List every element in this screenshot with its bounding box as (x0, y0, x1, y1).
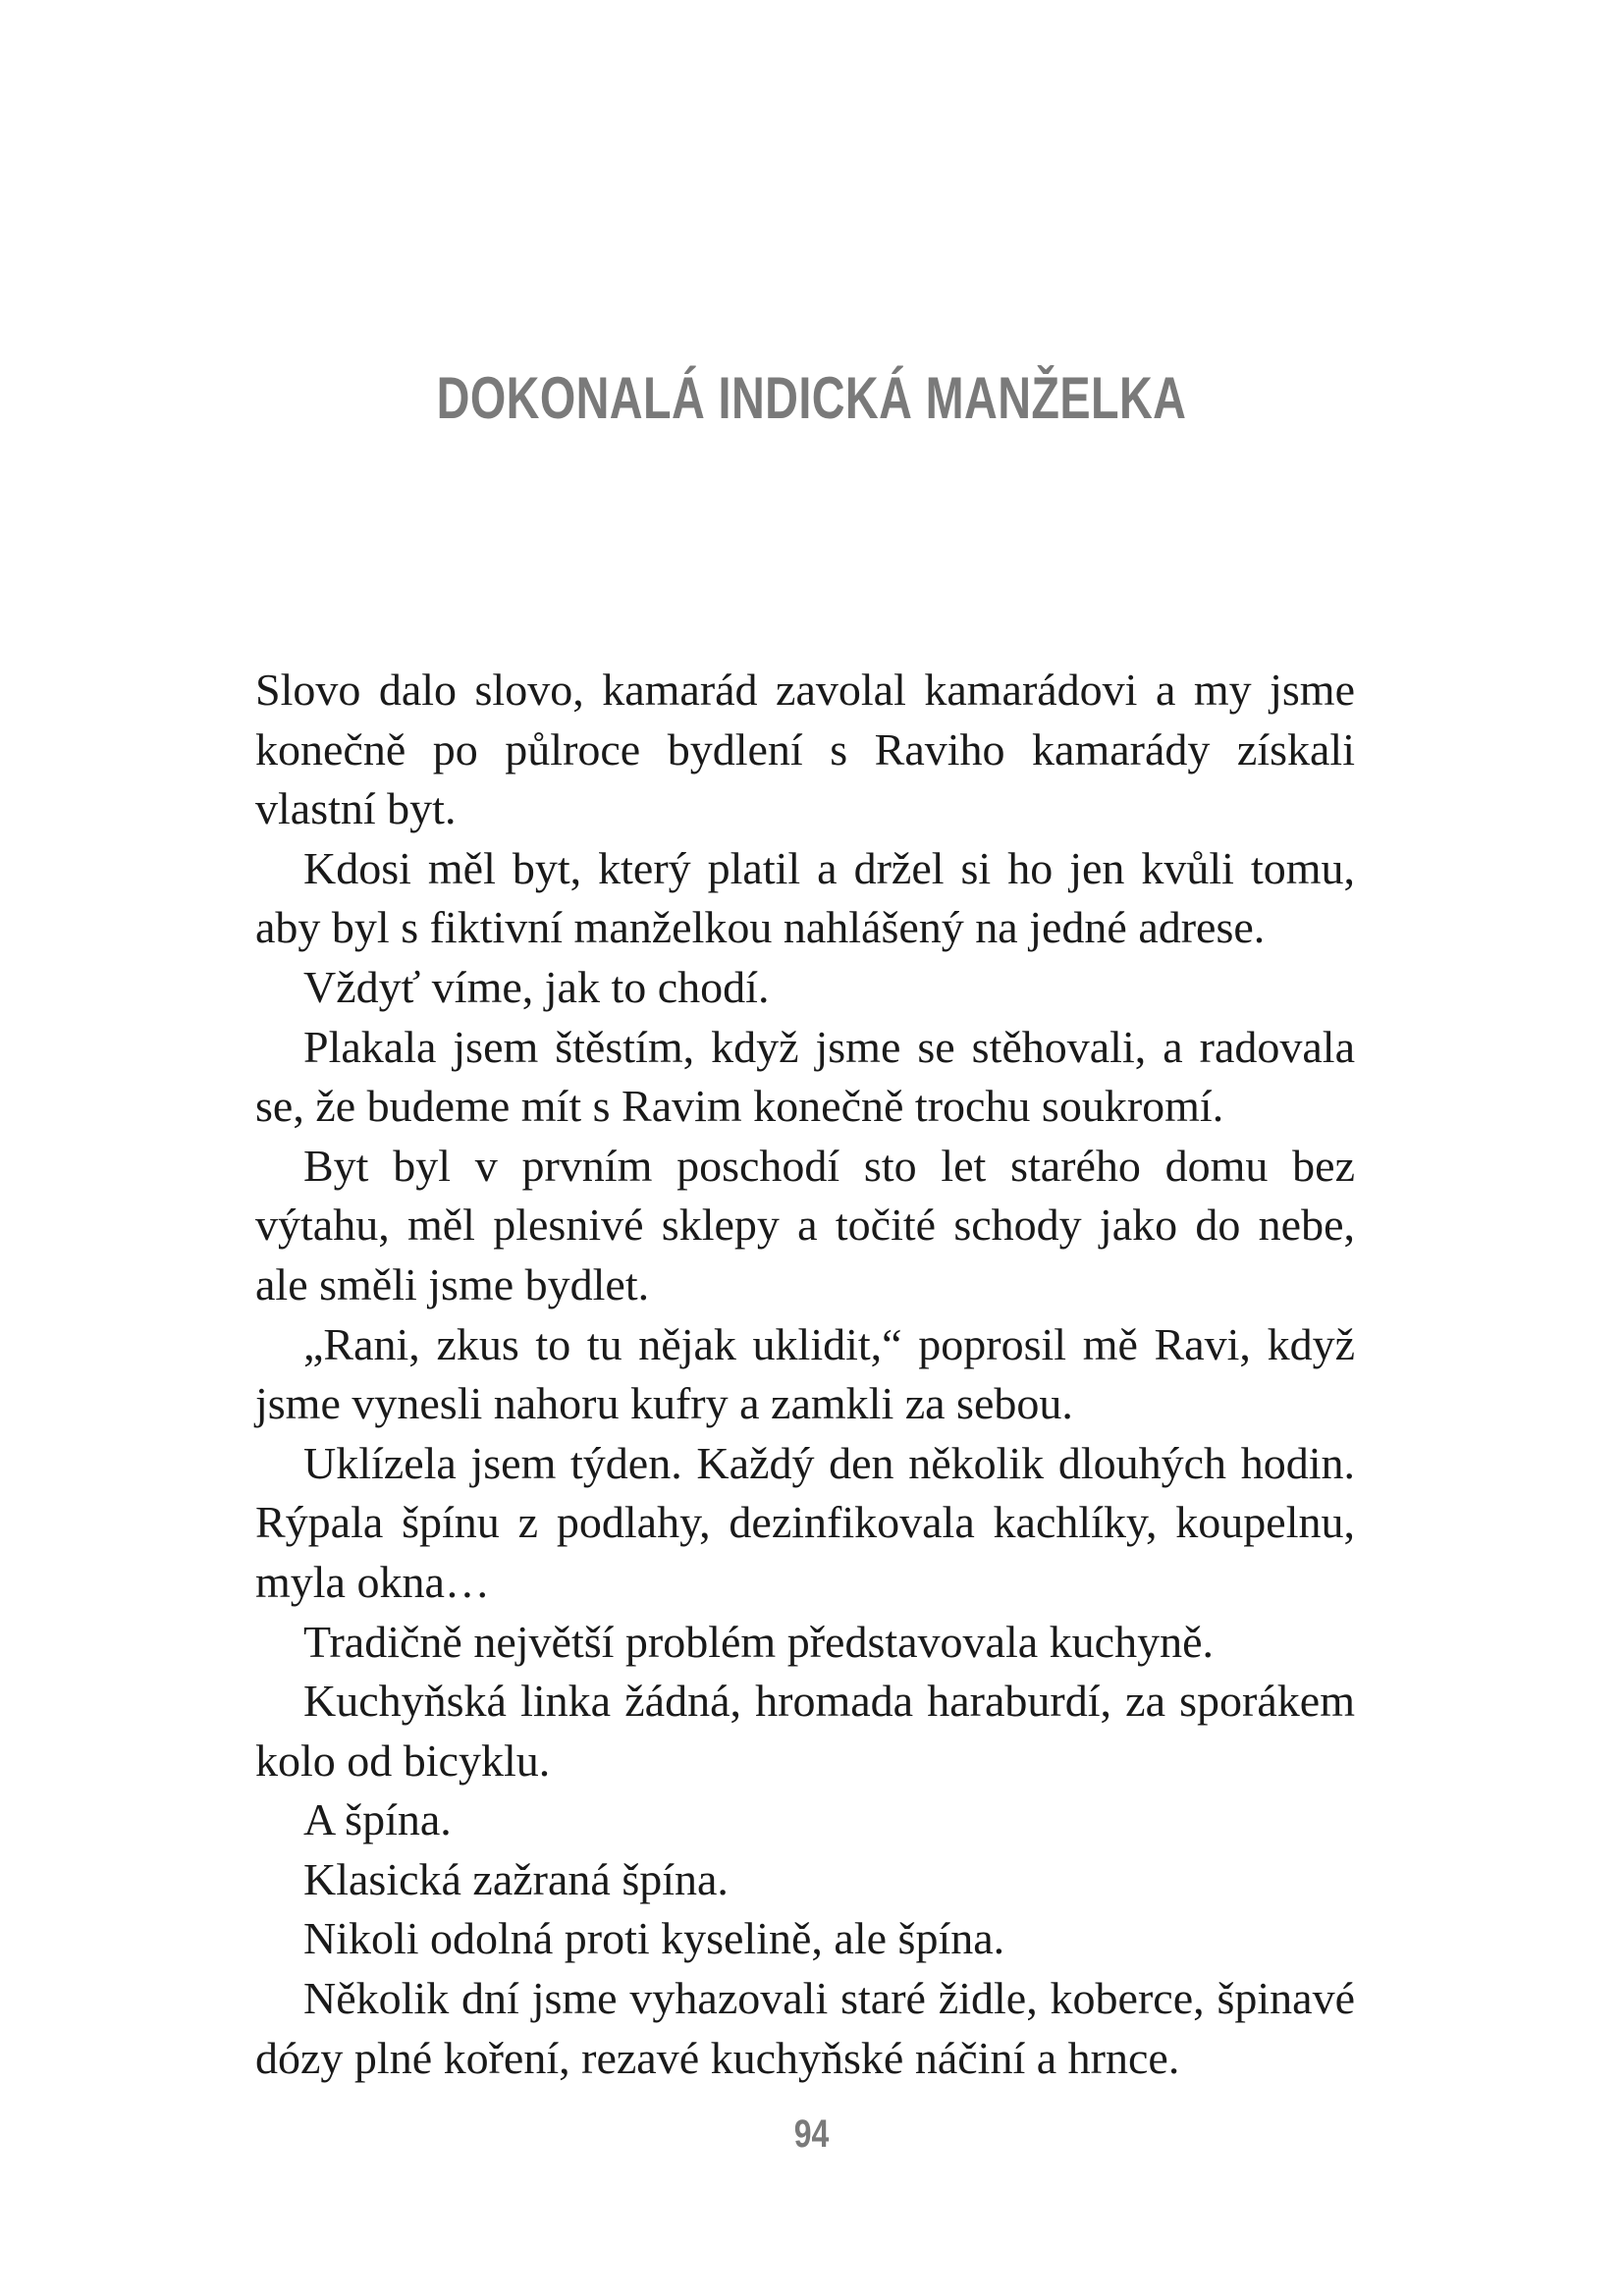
paragraph: „Rani, zkus to tu nějak uklidit,“ poprosil mě Ravi, když jsme vynesli nahoru kufry a zamkli za sebou. (255, 1318, 1355, 1429)
paragraph: Klasická zažraná špína. (303, 1853, 729, 1904)
paragraph: Vždyť víme, jak to chodí. (303, 961, 770, 1012)
paragraph: Tradičně největší problém představovala kuchyně. (303, 1616, 1214, 1667)
paragraph: Byt byl v prvním poschodí sto let starého domu bez výtahu, měl plesnivé sklepy a točité schody jako do nebe, ale směli jsme bydlet. (255, 1140, 1355, 1309)
page-number: 94 (793, 2112, 830, 2156)
paragraph: Kuchyňská linka žádná, hromada haraburdí, za sporákem kolo od bicyklu. (255, 1676, 1355, 1786)
paragraph: Nikoli odolná proti kyselině, ale špína. (303, 1913, 1005, 1964)
paragraph: Plakala jsem štěstím, když jsme se stěhovali, a radovala se, že budeme mít s Ravim konečně trochu soukromí. (255, 1021, 1355, 1132)
paragraph: Několik dní jsme vyhazovali staré židle, koberce, špinavé dózy plné koření, rezavé kuchyňské náčiní a hrnce. (255, 1973, 1355, 2083)
paragraph: Kdosi měl byt, který platil a držel si ho jen kvůli tomu, aby byl s fiktivní manželkou nahlášený na jedné adrese. (255, 842, 1355, 953)
paragraph: Slovo dalo slovo, kamarád zavolal kamarádovi a my jsme konečně po půlroce bydlení s Raviho kamarády získali vlastní byt. (255, 665, 1355, 834)
body-text (255, 661, 1355, 2088)
paragraph: A špína. (303, 1794, 452, 1845)
paragraph: Uklízela jsem týden. Každý den několik dlouhých hodin. Rýpala špínu z podlahy, dezinfikovala kachlíky, koupelnu, myla okna… (255, 1437, 1355, 1607)
chapter-title: DOKONALÁ INDICKÁ MANŽELKA (436, 365, 1187, 431)
